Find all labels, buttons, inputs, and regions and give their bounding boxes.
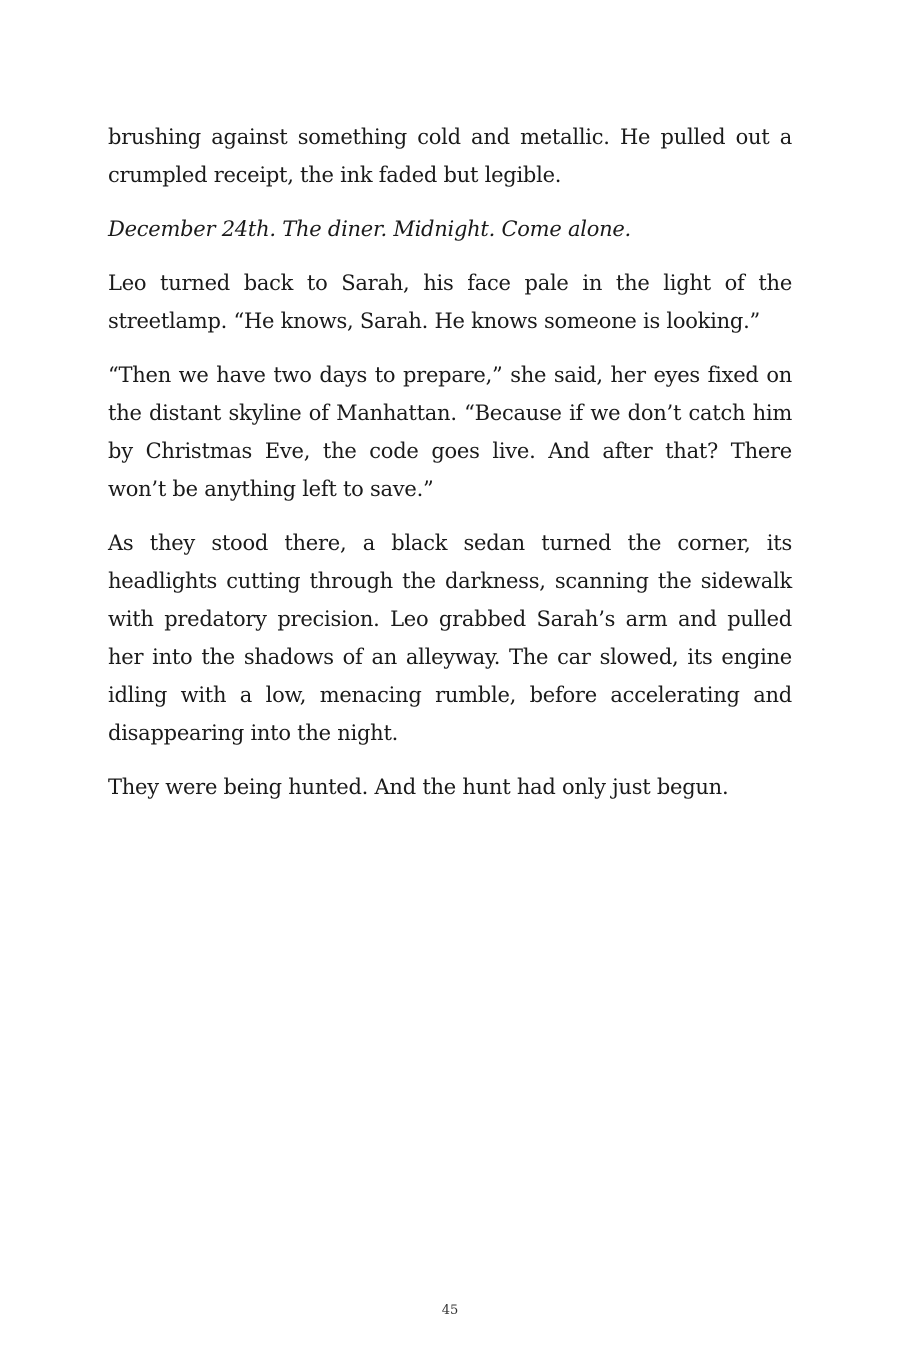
paragraph-3: Leo turned back to Sarah, his face pale in the light of the streetlamp. “He knows, Sarah. He knows someone is looking.”: [108, 271, 792, 333]
paragraph-5: As they stood there, a black sedan turned the corner, its headlights cutting through the darkness, scanning the sidewalk with predatory precision. Leo grabbed Sarah’s arm and pulled her into the shadows of an alleyway. The car slowed, its engine idling with a low, menacing rumble, before accelerating and disappearing into the night.: [108, 531, 792, 745]
page-number: 45: [441, 1303, 459, 1318]
paragraph-1: brushing against something cold and metallic. He pulled out a crumpled receipt, the ink faded but legible.: [108, 125, 792, 187]
page-body-text: [108, 118, 792, 822]
paragraph-4: “Then we have two days to prepare,” she said, her eyes fixed on the distant skyline of Manhattan. “Because if we don’t catch him by Christmas Eve, the code goes live. And after that? There won’t be anything left to save.”: [108, 363, 792, 501]
paragraph-2-italic-note: December 24th. The diner. Midnight. Come alone.: [108, 217, 631, 241]
paragraph-6: They were being hunted. And the hunt had only just begun.: [108, 775, 729, 799]
